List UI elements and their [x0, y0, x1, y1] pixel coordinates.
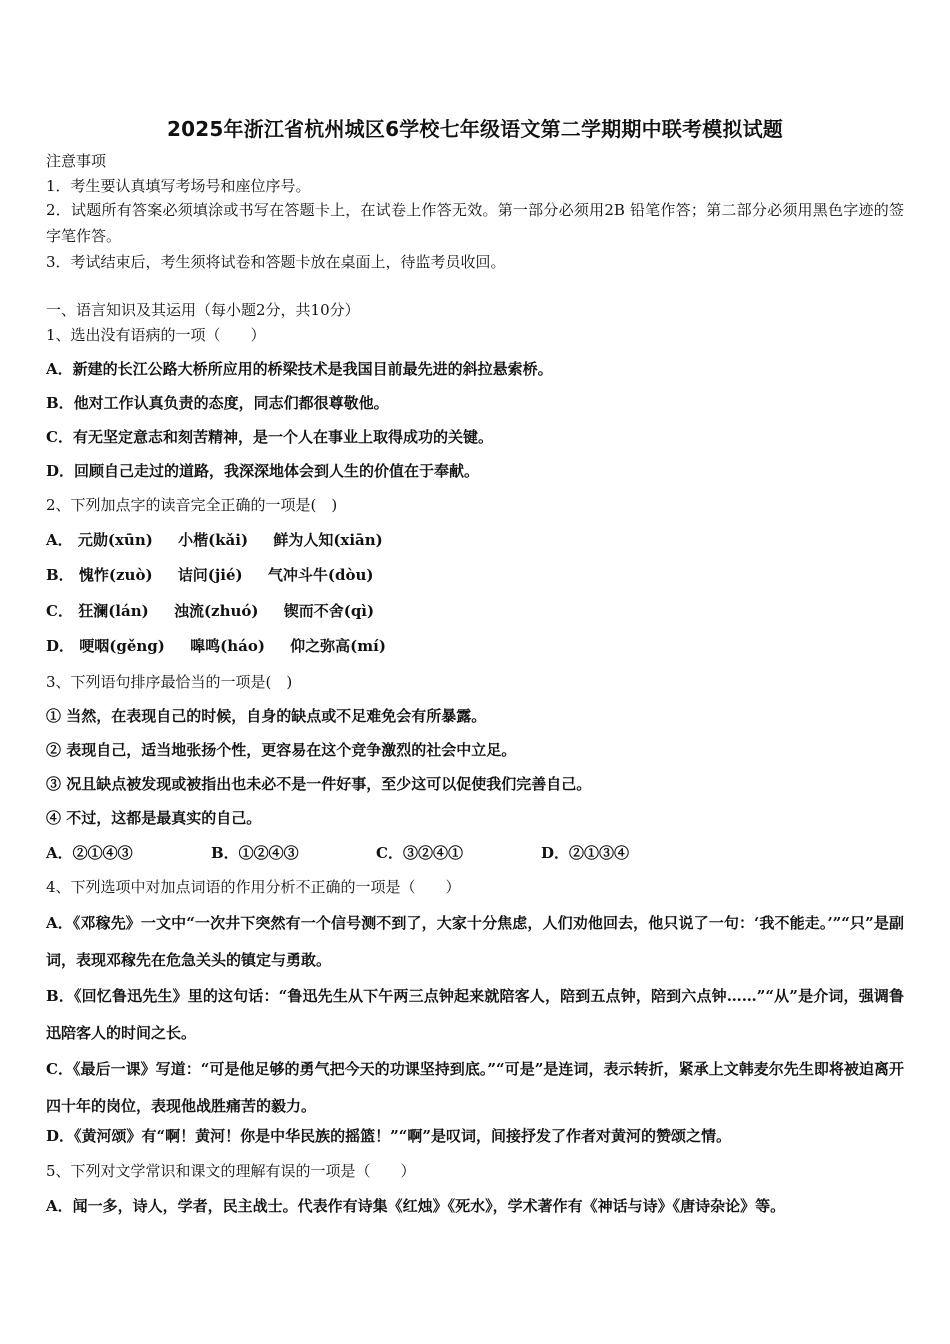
choice-a: A．②①④③ — [46, 844, 133, 862]
notice-item-3: 3．考试结束后，考生须将试卷和答题卡放在桌面上，待监考员收回。 — [46, 253, 506, 271]
pinyin-item: 锲而不舍(qì) — [283, 602, 375, 620]
question-5-stem: 5、下列对文学常识和课文的理解有误的一项是（ ） — [46, 1162, 416, 1180]
notice-item-1: 1．考生要认真填写考场号和座位序号。 — [46, 177, 311, 195]
question-4-option-d: D．《黄河颂》有“啊！黄河！你是中华民族的摇篮！”“啊”是叹词，间接抒发了作者对黄河的赞颂之情。 — [46, 1127, 732, 1145]
pinyin-item: 哽咽(gěng) — [79, 637, 165, 655]
question-1-option-a: A．新建的长江公路大桥所应用的桥梁技术是我国目前最先进的斜拉悬索桥。 — [46, 360, 553, 378]
question-2-option-b — [46, 565, 393, 585]
question-2-stem: 2、下列加点字的读音完全正确的一项是( ) — [46, 496, 338, 514]
question-3-stem: 3、下列语句排序最恰当的一项是( ) — [46, 673, 293, 691]
question-2-option-c — [46, 601, 394, 621]
pinyin-item: 元勋(xūn) — [77, 531, 153, 549]
question-4-stem: 4、下列选项中对加点词语的作用分析不正确的一项是（ ） — [46, 878, 461, 896]
pinyin-item: 狂澜(lán) — [78, 602, 149, 620]
notice-heading: 注意事项 — [46, 152, 107, 170]
option-label: B． — [46, 566, 74, 584]
pinyin-item: 仰之弥高(mí) — [290, 637, 386, 655]
question-1-option-d: D．回顾自己走过的道路，我深深地体会到人生的价值在于奉献。 — [46, 462, 480, 480]
pinyin-item: 小楷(kǎi) — [178, 531, 249, 549]
choice-d: D．②①③④ — [541, 844, 630, 862]
page-title: 2025年浙江省杭州城区6学校七年级语文第二学期期中联考模拟试题 — [167, 117, 783, 141]
option-label: A． — [46, 531, 73, 549]
question-4-option-a: A．《邓稼先》一文中“一次井下突然有一个信号测不到了，大家十分焦虑，人们劝他回去，他只说了一句：‘我不能走。’”“只”是副词，表现邓稼先在危急关头的镇定与勇敢。 — [46, 914, 904, 969]
pinyin-item: 气冲斗牛(dòu) — [267, 566, 374, 584]
section-heading: 一、语言知识及其运用（每小题2分，共10分） — [46, 301, 360, 319]
question-5-option-a: A．闻一多，诗人，学者，民主战士。代表作有诗集《红烛》《死水》，学术著作有《神话与诗》《唐诗杂论》等。 — [46, 1197, 786, 1215]
question-1-stem: 1、选出没有语病的一项（ ） — [46, 326, 266, 344]
question-4-option-b: B．《回忆鲁迅先生》里的这句话：“鲁迅先生从下午两三点钟起来就陪客人，陪到五点钟，陪到六点钟……”“从”是介词，强调鲁迅陪客人的时间之长。 — [46, 987, 904, 1042]
pinyin-item: 浊流(zhuó) — [173, 602, 259, 620]
question-3-sentence-4: ④ 不过，这都是最真实的自己。 — [46, 809, 262, 827]
choice-b: B．①②④③ — [211, 844, 299, 862]
question-1-option-c: C．有无坚定意志和刻苦精神，是一个人在事业上取得成功的关键。 — [46, 428, 493, 446]
choice-c: C．③②④① — [376, 844, 463, 862]
question-2-option-a — [46, 530, 403, 550]
question-3-choices — [46, 843, 706, 863]
pinyin-item: 愧怍(zuò) — [78, 566, 153, 584]
pinyin-item: 嗥鸣(háo) — [190, 637, 265, 655]
question-1-option-b: B．他对工作认真负责的态度，同志们都很尊敬他。 — [46, 394, 389, 412]
option-label: D． — [46, 637, 75, 655]
question-2-option-d — [46, 636, 406, 656]
question-3-sentence-1: ① 当然，在表现自己的时候，自身的缺点或不足难免会有所暴露。 — [46, 707, 487, 725]
question-3-sentence-2: ② 表现自己，适当地张扬个性，更容易在这个竞争激烈的社会中立足。 — [46, 741, 517, 759]
notice-item-2: 2．试题所有答案必须填涂或书写在答题卡上，在试卷上作答无效。第一部分必须用2B 铅笔作答；第二部分必须用黑色字迹的签字笔作答。 — [46, 201, 904, 245]
question-4-option-c: C．《最后一课》写道：“可是他足够的勇气把今天的功课坚持到底。”“可是”是连词，表示转折，紧承上文韩麦尔先生即将被迫离开四十年的岗位，表现他战胜痛苦的毅力。 — [46, 1060, 904, 1115]
pinyin-item: 鲜为人知(xiān) — [273, 531, 383, 549]
option-label: C． — [46, 602, 73, 620]
pinyin-item: 诘问(jié) — [177, 566, 243, 584]
question-3-sentence-3: ③ 况且缺点被发现或被指出也未必不是一件好事，至少这可以促使我们完善自己。 — [46, 775, 592, 793]
